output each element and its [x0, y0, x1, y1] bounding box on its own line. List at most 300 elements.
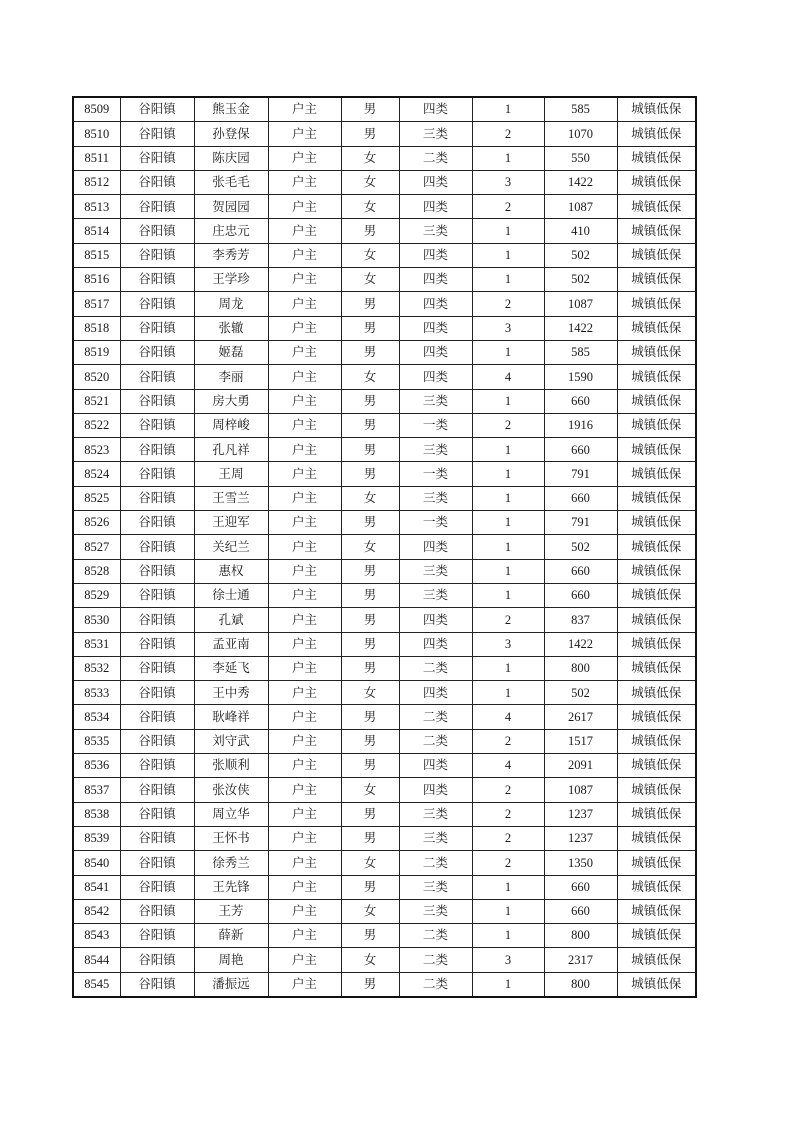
table-row: [73, 511, 696, 535]
relation-cell: 户主: [268, 802, 341, 826]
assistance-type-cell: 城镇低保: [617, 802, 696, 826]
gender-cell: 男: [341, 438, 399, 462]
amount-cell: 660: [544, 899, 617, 923]
record-id-cell: 8542: [73, 899, 120, 923]
relation-cell: 户主: [268, 413, 341, 437]
gender-cell: 女: [341, 243, 399, 267]
assistance-type-cell: 城镇低保: [617, 632, 696, 656]
relation-cell: 户主: [268, 924, 341, 948]
category-cell: 四类: [399, 170, 472, 194]
amount-cell: 1237: [544, 802, 617, 826]
relation-cell: 户主: [268, 438, 341, 462]
name-cell: 王学珍: [194, 268, 268, 292]
members-cell: 4: [472, 754, 544, 778]
members-cell: 2: [472, 851, 544, 875]
amount-cell: 1422: [544, 170, 617, 194]
category-cell: 三类: [399, 219, 472, 243]
name-cell: 徐秀兰: [194, 851, 268, 875]
category-cell: 四类: [399, 754, 472, 778]
town-cell: 谷阳镇: [120, 754, 194, 778]
name-cell: 张顺利: [194, 754, 268, 778]
assistance-type-cell: 城镇低保: [617, 195, 696, 219]
record-id-cell: 8534: [73, 705, 120, 729]
table-row: [73, 729, 696, 753]
town-cell: 谷阳镇: [120, 438, 194, 462]
assistance-type-cell: 城镇低保: [617, 438, 696, 462]
town-cell: 谷阳镇: [120, 924, 194, 948]
table-row: [73, 146, 696, 170]
relation-cell: 户主: [268, 948, 341, 972]
record-id-cell: 8519: [73, 340, 120, 364]
name-cell: 薛新: [194, 924, 268, 948]
category-cell: 二类: [399, 146, 472, 170]
record-id-cell: 8537: [73, 778, 120, 802]
category-cell: 二类: [399, 948, 472, 972]
gender-cell: 女: [341, 486, 399, 510]
table-row: [73, 292, 696, 316]
gender-cell: 男: [341, 972, 399, 997]
gender-cell: 男: [341, 656, 399, 680]
table-row: [73, 122, 696, 146]
assistance-type-cell: 城镇低保: [617, 899, 696, 923]
members-cell: 1: [472, 146, 544, 170]
category-cell: 三类: [399, 875, 472, 899]
record-id-cell: 8543: [73, 924, 120, 948]
record-id-cell: 8545: [73, 972, 120, 997]
table-row: [73, 948, 696, 972]
gender-cell: 男: [341, 413, 399, 437]
name-cell: 潘振远: [194, 972, 268, 997]
town-cell: 谷阳镇: [120, 268, 194, 292]
table-row: [73, 802, 696, 826]
table-row: [73, 413, 696, 437]
name-cell: 王周: [194, 462, 268, 486]
category-cell: 四类: [399, 340, 472, 364]
record-id-cell: 8532: [73, 656, 120, 680]
assistance-type-cell: 城镇低保: [617, 681, 696, 705]
assistance-type-cell: 城镇低保: [617, 243, 696, 267]
gender-cell: 女: [341, 778, 399, 802]
town-cell: 谷阳镇: [120, 122, 194, 146]
relation-cell: 户主: [268, 535, 341, 559]
assistance-type-cell: 城镇低保: [617, 511, 696, 535]
town-cell: 谷阳镇: [120, 195, 194, 219]
amount-cell: 2317: [544, 948, 617, 972]
amount-cell: 2091: [544, 754, 617, 778]
table-row: [73, 851, 696, 875]
gender-cell: 男: [341, 632, 399, 656]
table-row: [73, 170, 696, 194]
members-cell: 1: [472, 97, 544, 122]
name-cell: 姬磊: [194, 340, 268, 364]
category-cell: 四类: [399, 97, 472, 122]
amount-cell: 1237: [544, 826, 617, 850]
relation-cell: 户主: [268, 268, 341, 292]
amount-cell: 585: [544, 340, 617, 364]
gender-cell: 男: [341, 316, 399, 340]
members-cell: 2: [472, 729, 544, 753]
town-cell: 谷阳镇: [120, 705, 194, 729]
table-row: [73, 924, 696, 948]
town-cell: 谷阳镇: [120, 340, 194, 364]
relation-cell: 户主: [268, 340, 341, 364]
members-cell: 2: [472, 826, 544, 850]
town-cell: 谷阳镇: [120, 146, 194, 170]
town-cell: 谷阳镇: [120, 219, 194, 243]
record-id-cell: 8511: [73, 146, 120, 170]
amount-cell: 800: [544, 656, 617, 680]
record-id-cell: 8536: [73, 754, 120, 778]
assistance-type-cell: 城镇低保: [617, 851, 696, 875]
town-cell: 谷阳镇: [120, 559, 194, 583]
town-cell: 谷阳镇: [120, 608, 194, 632]
table-row: [73, 316, 696, 340]
amount-cell: 660: [544, 486, 617, 510]
amount-cell: 1422: [544, 632, 617, 656]
table-row: [73, 875, 696, 899]
category-cell: 三类: [399, 802, 472, 826]
category-cell: 一类: [399, 511, 472, 535]
members-cell: 1: [472, 243, 544, 267]
relation-cell: 户主: [268, 705, 341, 729]
amount-cell: 660: [544, 438, 617, 462]
amount-cell: 800: [544, 972, 617, 997]
relation-cell: 户主: [268, 195, 341, 219]
name-cell: 孟亚南: [194, 632, 268, 656]
town-cell: 谷阳镇: [120, 243, 194, 267]
assistance-type-cell: 城镇低保: [617, 972, 696, 997]
name-cell: 陈庆园: [194, 146, 268, 170]
gender-cell: 女: [341, 146, 399, 170]
members-cell: 2: [472, 608, 544, 632]
members-cell: 1: [472, 583, 544, 607]
amount-cell: 1350: [544, 851, 617, 875]
town-cell: 谷阳镇: [120, 316, 194, 340]
relation-cell: 户主: [268, 972, 341, 997]
town-cell: 谷阳镇: [120, 535, 194, 559]
assistance-type-cell: 城镇低保: [617, 340, 696, 364]
table-row: [73, 899, 696, 923]
relation-cell: 户主: [268, 170, 341, 194]
assistance-type-cell: 城镇低保: [617, 656, 696, 680]
assistance-type-cell: 城镇低保: [617, 389, 696, 413]
category-cell: 二类: [399, 924, 472, 948]
amount-cell: 660: [544, 875, 617, 899]
assistance-type-cell: 城镇低保: [617, 219, 696, 243]
assistance-type-cell: 城镇低保: [617, 268, 696, 292]
assistance-type-cell: 城镇低保: [617, 705, 696, 729]
relation-cell: 户主: [268, 875, 341, 899]
assistance-type-cell: 城镇低保: [617, 170, 696, 194]
category-cell: 四类: [399, 632, 472, 656]
assistance-type-cell: 城镇低保: [617, 535, 696, 559]
record-id-cell: 8518: [73, 316, 120, 340]
town-cell: 谷阳镇: [120, 365, 194, 389]
assistance-type-cell: 城镇低保: [617, 583, 696, 607]
category-cell: 四类: [399, 268, 472, 292]
assistance-type-cell: 城镇低保: [617, 924, 696, 948]
relation-cell: 户主: [268, 365, 341, 389]
record-id-cell: 8515: [73, 243, 120, 267]
assistance-type-cell: 城镇低保: [617, 875, 696, 899]
name-cell: 贺园园: [194, 195, 268, 219]
members-cell: 1: [472, 340, 544, 364]
name-cell: 周立华: [194, 802, 268, 826]
category-cell: 四类: [399, 608, 472, 632]
town-cell: 谷阳镇: [120, 170, 194, 194]
name-cell: 张汝侠: [194, 778, 268, 802]
gender-cell: 女: [341, 948, 399, 972]
record-id-cell: 8510: [73, 122, 120, 146]
record-id-cell: 8516: [73, 268, 120, 292]
amount-cell: 1087: [544, 195, 617, 219]
relation-cell: 户主: [268, 899, 341, 923]
town-cell: 谷阳镇: [120, 729, 194, 753]
relation-cell: 户主: [268, 681, 341, 705]
relation-cell: 户主: [268, 778, 341, 802]
town-cell: 谷阳镇: [120, 681, 194, 705]
table-row: [73, 972, 696, 997]
table-row: [73, 365, 696, 389]
category-cell: 一类: [399, 462, 472, 486]
name-cell: 刘守武: [194, 729, 268, 753]
table-row: [73, 486, 696, 510]
members-cell: 1: [472, 486, 544, 510]
members-cell: 2: [472, 122, 544, 146]
town-cell: 谷阳镇: [120, 413, 194, 437]
table-row: [73, 462, 696, 486]
record-id-cell: 8535: [73, 729, 120, 753]
relation-cell: 户主: [268, 243, 341, 267]
name-cell: 关纪兰: [194, 535, 268, 559]
name-cell: 耿峰祥: [194, 705, 268, 729]
town-cell: 谷阳镇: [120, 948, 194, 972]
town-cell: 谷阳镇: [120, 802, 194, 826]
name-cell: 惠权: [194, 559, 268, 583]
table-body: [73, 97, 696, 997]
gender-cell: 男: [341, 583, 399, 607]
relation-cell: 户主: [268, 754, 341, 778]
relation-cell: 户主: [268, 219, 341, 243]
amount-cell: 791: [544, 511, 617, 535]
record-id-cell: 8531: [73, 632, 120, 656]
amount-cell: 1590: [544, 365, 617, 389]
category-cell: 一类: [399, 413, 472, 437]
assistance-type-cell: 城镇低保: [617, 948, 696, 972]
relation-cell: 户主: [268, 292, 341, 316]
assistance-type-cell: 城镇低保: [617, 316, 696, 340]
gender-cell: 女: [341, 681, 399, 705]
members-cell: 3: [472, 170, 544, 194]
category-cell: 四类: [399, 243, 472, 267]
name-cell: 王怀书: [194, 826, 268, 850]
record-id-cell: 8544: [73, 948, 120, 972]
table-row: [73, 195, 696, 219]
category-cell: 四类: [399, 778, 472, 802]
members-cell: 1: [472, 559, 544, 583]
gender-cell: 男: [341, 608, 399, 632]
members-cell: 1: [472, 535, 544, 559]
table-row: [73, 826, 696, 850]
name-cell: 周梓峻: [194, 413, 268, 437]
town-cell: 谷阳镇: [120, 778, 194, 802]
relation-cell: 户主: [268, 851, 341, 875]
relation-cell: 户主: [268, 656, 341, 680]
amount-cell: 1916: [544, 413, 617, 437]
record-id-cell: 8529: [73, 583, 120, 607]
members-cell: 1: [472, 656, 544, 680]
town-cell: 谷阳镇: [120, 97, 194, 122]
category-cell: 三类: [399, 122, 472, 146]
table-row: [73, 608, 696, 632]
gender-cell: 男: [341, 292, 399, 316]
assistance-type-cell: 城镇低保: [617, 413, 696, 437]
category-cell: 二类: [399, 729, 472, 753]
members-cell: 2: [472, 413, 544, 437]
record-id-cell: 8528: [73, 559, 120, 583]
gender-cell: 男: [341, 924, 399, 948]
members-cell: 2: [472, 292, 544, 316]
members-cell: 1: [472, 462, 544, 486]
gender-cell: 男: [341, 511, 399, 535]
members-cell: 1: [472, 924, 544, 948]
category-cell: 四类: [399, 365, 472, 389]
amount-cell: 837: [544, 608, 617, 632]
table-row: [73, 778, 696, 802]
members-cell: 1: [472, 972, 544, 997]
gender-cell: 男: [341, 705, 399, 729]
members-cell: 4: [472, 365, 544, 389]
record-id-cell: 8538: [73, 802, 120, 826]
record-id-cell: 8514: [73, 219, 120, 243]
table-row: [73, 340, 696, 364]
relation-cell: 户主: [268, 511, 341, 535]
amount-cell: 502: [544, 268, 617, 292]
assistance-type-cell: 城镇低保: [617, 122, 696, 146]
town-cell: 谷阳镇: [120, 656, 194, 680]
gender-cell: 男: [341, 219, 399, 243]
name-cell: 周龙: [194, 292, 268, 316]
gender-cell: 女: [341, 195, 399, 219]
table-row: [73, 681, 696, 705]
table-row: [73, 559, 696, 583]
assistance-type-cell: 城镇低保: [617, 365, 696, 389]
amount-cell: 1422: [544, 316, 617, 340]
amount-cell: 1517: [544, 729, 617, 753]
name-cell: 庄忠元: [194, 219, 268, 243]
relation-cell: 户主: [268, 608, 341, 632]
town-cell: 谷阳镇: [120, 875, 194, 899]
name-cell: 房大勇: [194, 389, 268, 413]
members-cell: 1: [472, 899, 544, 923]
table-row: [73, 632, 696, 656]
record-id-cell: 8512: [73, 170, 120, 194]
category-cell: 三类: [399, 438, 472, 462]
category-cell: 四类: [399, 316, 472, 340]
record-id-cell: 8513: [73, 195, 120, 219]
gender-cell: 男: [341, 802, 399, 826]
category-cell: 四类: [399, 681, 472, 705]
table-row: [73, 219, 696, 243]
town-cell: 谷阳镇: [120, 486, 194, 510]
record-id-cell: 8527: [73, 535, 120, 559]
record-id-cell: 8533: [73, 681, 120, 705]
category-cell: 二类: [399, 705, 472, 729]
name-cell: 王芳: [194, 899, 268, 923]
amount-cell: 410: [544, 219, 617, 243]
record-id-cell: 8526: [73, 511, 120, 535]
name-cell: 李延飞: [194, 656, 268, 680]
assistance-type-cell: 城镇低保: [617, 462, 696, 486]
members-cell: 1: [472, 389, 544, 413]
category-cell: 二类: [399, 972, 472, 997]
name-cell: 张毛毛: [194, 170, 268, 194]
relation-cell: 户主: [268, 729, 341, 753]
name-cell: 熊玉金: [194, 97, 268, 122]
relation-cell: 户主: [268, 122, 341, 146]
members-cell: 1: [472, 438, 544, 462]
members-cell: 3: [472, 316, 544, 340]
record-id-cell: 8541: [73, 875, 120, 899]
town-cell: 谷阳镇: [120, 826, 194, 850]
name-cell: 王先锋: [194, 875, 268, 899]
assistance-type-cell: 城镇低保: [617, 729, 696, 753]
table-row: [73, 97, 696, 122]
gender-cell: 男: [341, 122, 399, 146]
record-id-cell: 8517: [73, 292, 120, 316]
relation-cell: 户主: [268, 826, 341, 850]
assistance-type-cell: 城镇低保: [617, 146, 696, 170]
relation-cell: 户主: [268, 462, 341, 486]
name-cell: 李秀芳: [194, 243, 268, 267]
name-cell: 王雪兰: [194, 486, 268, 510]
members-cell: 4: [472, 705, 544, 729]
gender-cell: 男: [341, 462, 399, 486]
town-cell: 谷阳镇: [120, 389, 194, 413]
name-cell: 孔凡祥: [194, 438, 268, 462]
gender-cell: 女: [341, 268, 399, 292]
name-cell: 孙登保: [194, 122, 268, 146]
amount-cell: 660: [544, 559, 617, 583]
category-cell: 三类: [399, 583, 472, 607]
members-cell: 2: [472, 778, 544, 802]
assistance-type-cell: 城镇低保: [617, 826, 696, 850]
name-cell: 张辙: [194, 316, 268, 340]
name-cell: 王迎军: [194, 511, 268, 535]
amount-cell: 800: [544, 924, 617, 948]
amount-cell: 502: [544, 681, 617, 705]
table-row: [73, 268, 696, 292]
category-cell: 三类: [399, 486, 472, 510]
table-row: [73, 438, 696, 462]
amount-cell: 1087: [544, 292, 617, 316]
category-cell: 三类: [399, 826, 472, 850]
gender-cell: 女: [341, 365, 399, 389]
amount-cell: 1070: [544, 122, 617, 146]
category-cell: 二类: [399, 851, 472, 875]
assistance-type-cell: 城镇低保: [617, 754, 696, 778]
name-cell: 周艳: [194, 948, 268, 972]
town-cell: 谷阳镇: [120, 511, 194, 535]
relation-cell: 户主: [268, 632, 341, 656]
category-cell: 三类: [399, 899, 472, 923]
gender-cell: 男: [341, 729, 399, 753]
assistance-type-cell: 城镇低保: [617, 486, 696, 510]
relation-cell: 户主: [268, 486, 341, 510]
members-cell: 1: [472, 268, 544, 292]
members-cell: 1: [472, 511, 544, 535]
relation-cell: 户主: [268, 389, 341, 413]
